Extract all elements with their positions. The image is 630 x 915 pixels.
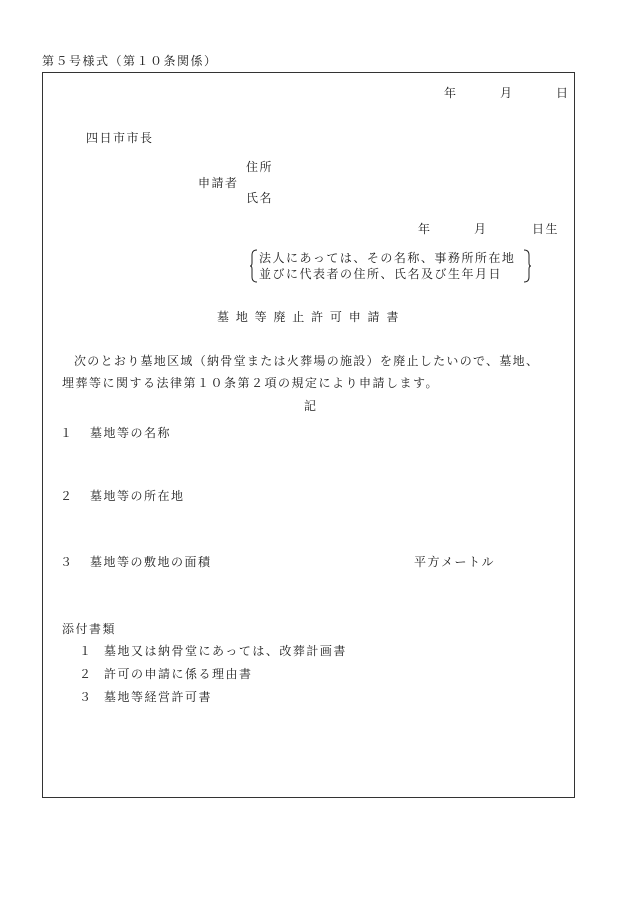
birth-year-label: 年 <box>418 222 432 236</box>
left-bracket <box>250 249 258 283</box>
attachment-2-number: ２ <box>79 667 93 681</box>
right-bracket <box>523 249 531 283</box>
item-1-label: 墓地等の名称 <box>90 426 172 440</box>
date-day-label: 日 <box>556 86 570 100</box>
birth-month-label: 月 <box>474 222 488 236</box>
corporation-note-line-1: 法人にあっては、その名称、事務所所在地 <box>259 251 516 265</box>
attachment-3-label: 墓地等経営許可書 <box>104 690 213 704</box>
attachment-3-number: ３ <box>79 690 93 704</box>
form-title: 墓 地 等 廃 止 許 可 申 請 書 <box>217 310 400 324</box>
applicant-label: 申請者 <box>198 176 239 190</box>
item-3-number: ３ <box>60 555 74 569</box>
applicant-name-label: 氏名 <box>246 191 274 205</box>
attachment-1-label: 墓地又は納骨堂にあっては、改葬計画書 <box>104 644 347 658</box>
body-line-1: 次のとおり墓地区域（納骨堂または火葬場の施設）を廃止したいので、墓地、 <box>74 354 540 368</box>
date-year-label: 年 <box>444 86 458 100</box>
birth-day-label: 日生 <box>532 222 560 236</box>
attachment-1-number: １ <box>79 644 93 658</box>
area-unit: 平方メートル <box>414 555 496 569</box>
attachments-heading: 添付書類 <box>62 622 117 636</box>
form-number: 第５号様式（第１０条関係） <box>42 54 218 68</box>
body-line-2: 埋葬等に関する法律第１０条第２項の規定により申請します。 <box>62 376 440 390</box>
attachment-2-label: 許可の申請に係る理由書 <box>104 667 253 681</box>
item-2-label: 墓地等の所在地 <box>90 489 185 503</box>
item-1-number: １ <box>60 426 74 440</box>
item-3-label: 墓地等の敷地の面積 <box>90 555 212 569</box>
addressee: 四日市市長 <box>86 131 154 145</box>
applicant-address-label: 住所 <box>246 160 274 174</box>
date-month-label: 月 <box>500 86 514 100</box>
corporation-note-line-2: 並びに代表者の住所、氏名及び生年月日 <box>259 267 503 281</box>
item-2-number: ２ <box>60 489 74 503</box>
ki-label: 記 <box>304 399 318 413</box>
